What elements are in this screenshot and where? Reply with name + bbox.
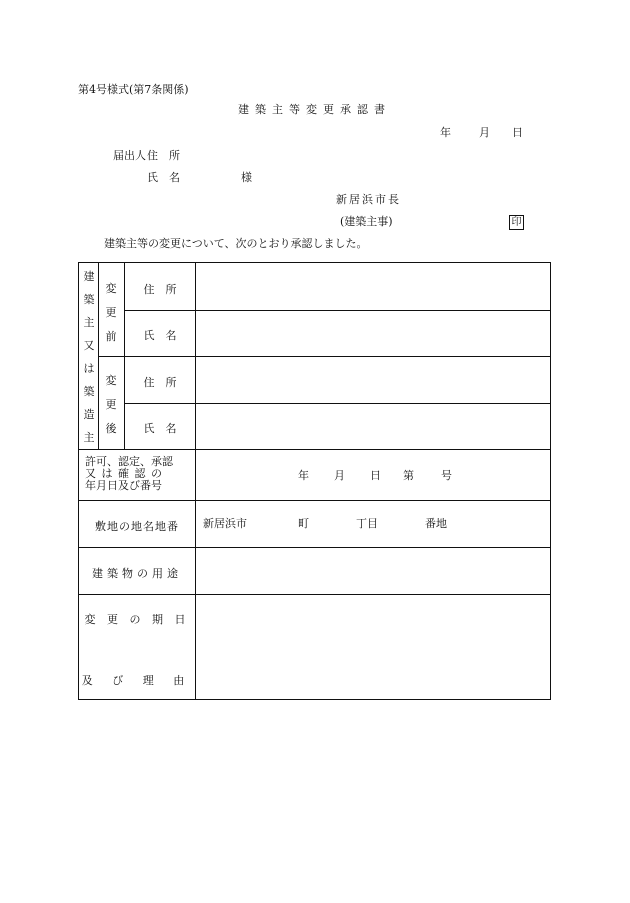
building-usage-label: 建築物の用途 xyxy=(92,567,182,580)
seal-mark: 印 xyxy=(509,215,524,230)
before-name-label: 氏 名 xyxy=(143,329,177,342)
building-usage-field[interactable] xyxy=(196,548,551,594)
change-date-label: 変 更 の 期 日 xyxy=(84,613,190,626)
applicant-name-label: 氏 名 xyxy=(147,171,180,184)
intro-text: 建築主等の変更について、次のとおり承認しました。 xyxy=(104,237,368,250)
applicant-address-label: 住 所 xyxy=(147,149,180,162)
site-location-label: 敷地の地名地番 xyxy=(95,520,179,533)
change-approval-table xyxy=(78,262,551,700)
permit-label: 許可、認定、承認 又 は 確 認 の 年月日及び番号 xyxy=(85,455,173,492)
before-change-label: 変 更 前 xyxy=(105,282,117,343)
date-month-label: 月 xyxy=(479,126,490,139)
issuer-title: 新居浜市長 xyxy=(336,193,401,206)
applicant-prefix: 届出人 xyxy=(113,149,146,162)
before-address-field[interactable] xyxy=(196,263,551,310)
document-title: 建築主等変更承認書 xyxy=(238,103,391,116)
date-day-label: 日 xyxy=(512,126,523,139)
before-name-field[interactable] xyxy=(196,311,551,356)
after-name-label: 氏 名 xyxy=(143,422,177,435)
date-year-label: 年 xyxy=(440,126,451,139)
applicant-honorific: 様 xyxy=(241,171,252,184)
change-date-reason-field[interactable] xyxy=(196,595,551,700)
owner-group-label: 建 築 主 又 は 築 造 主 xyxy=(83,270,95,444)
after-address-label: 住 所 xyxy=(143,376,177,389)
form-number: 第4号様式(第7条関係) xyxy=(78,83,189,96)
permit-date-number[interactable]: 年 月 日 第 号 xyxy=(298,469,452,482)
site-location-field[interactable]: 新居浜市 町 丁目 番地 xyxy=(203,517,447,530)
before-address-label: 住 所 xyxy=(143,283,177,296)
after-change-label: 変 更 後 xyxy=(105,374,117,435)
after-address-field[interactable] xyxy=(196,357,551,403)
change-reason-label: 及 び 理 由 xyxy=(81,674,193,687)
issuer-subtitle: (建築主事) xyxy=(340,215,393,228)
after-name-field[interactable] xyxy=(196,404,551,449)
